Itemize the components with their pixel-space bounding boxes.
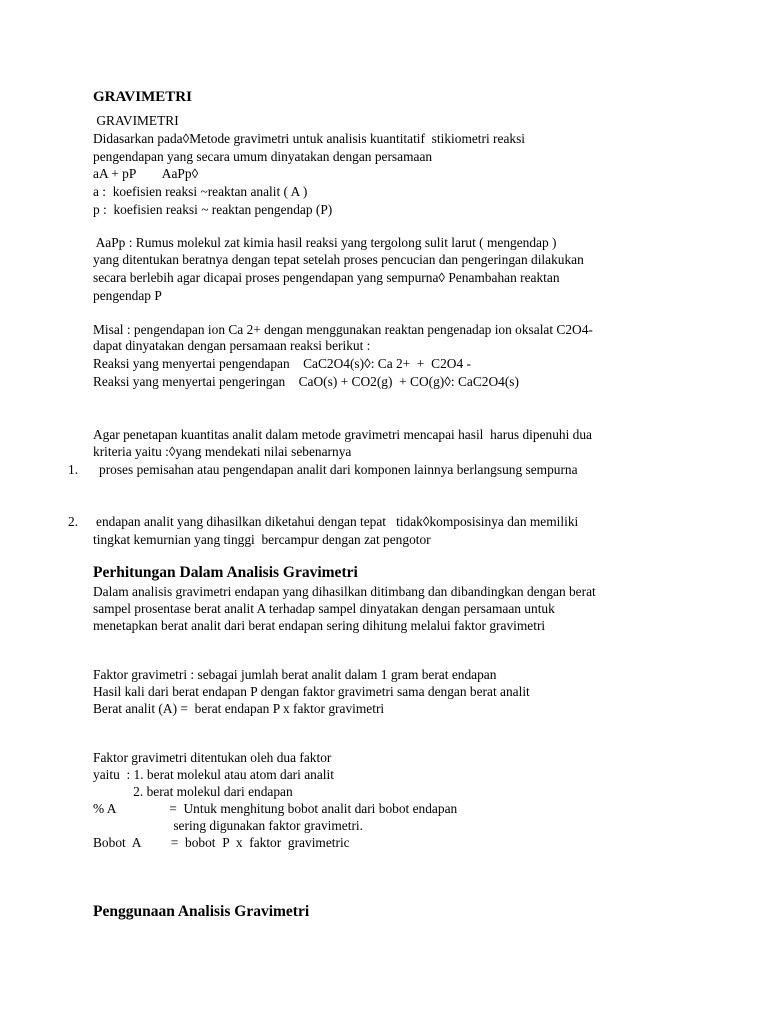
- text-line: pengendap P: [93, 288, 162, 303]
- text-line: dapat dinyatakan dengan persamaan reaksi berikut :: [93, 338, 371, 353]
- text-line: p : koefisien reaksi ~ reaktan pengendap (P): [93, 202, 333, 217]
- text-line: aA + pP AaPp◊: [93, 166, 199, 181]
- text-line: Faktor gravimetri ditentukan oleh dua faktor: [93, 750, 332, 765]
- text-line: pengendapan yang secara umum dinyatakan dengan persamaan: [93, 149, 433, 164]
- text-line: Dalam analisis gravimetri endapan yang dihasilkan ditimbang dan dibandingkan dengan berat: [93, 584, 596, 599]
- text-line: Agar penetapan kuantitas analit dalam metode gravimetri mencapai hasil harus dipenuhi dua: [93, 427, 592, 442]
- text-line: AaPp : Rumus molekul zat kimia hasil reaksi yang tergolong sulit larut ( mengendap ): [93, 235, 557, 250]
- text-line: menetapkan berat analit dari berat endapan sering dihitung melalui faktor gravimetri: [93, 618, 546, 633]
- text-line: sampel prosentase berat analit A terhadap sampel dinyatakan dengan persamaan untuk: [93, 601, 555, 616]
- text-line: kriteria yaitu :◊yang mendekati nilai sebenarnya: [93, 444, 352, 459]
- text-line: % A = Untuk menghitung bobot analit dari bobot endapan: [93, 801, 458, 816]
- text-line: GRAVIMETRI: [93, 113, 179, 128]
- list-item: tingkat kemurnian yang tinggi bercampur dengan zat pengotor: [93, 532, 431, 547]
- text-line: Misal : pengendapan ion Ca 2+ dengan menggunakan reaktan pengenadap ion oksalat C2O4-: [93, 322, 593, 337]
- text-line: sering digunakan faktor gravimetri.: [93, 818, 363, 833]
- text-line: Reaksi yang menyertai pengendapan CaC2O4(s)◊: Ca 2+ + C2O4 -: [93, 356, 471, 371]
- list-number: 1.: [68, 462, 79, 477]
- section-heading: Penggunaan Analisis Gravimetri: [93, 903, 310, 920]
- text-line: Hasil kali dari berat endapan P dengan faktor gravimetri sama dengan berat analit: [93, 684, 530, 699]
- document-title: GRAVIMETRI: [93, 89, 192, 105]
- text-line: yaitu : 1. berat molekul atau atom dari analit: [93, 767, 334, 782]
- text-line: yang ditentukan beratnya dengan tepat setelah proses pencucian dan pengeringan dilakukan: [93, 252, 584, 267]
- text-line: Berat analit (A) = berat endapan P x faktor gravimetri: [93, 701, 385, 716]
- text-line: Reaksi yang menyertai pengeringan CaO(s) + CO2(g) + CO(g)◊: CaC2O4(s): [93, 374, 519, 389]
- list-item: endapan analit yang dihasilkan diketahui dengan tepat tidak◊komposisinya dan memiliki: [96, 514, 579, 529]
- list-number: 2.: [68, 514, 79, 529]
- text-line: Faktor gravimetri : sebagai jumlah berat analit dalam 1 gram berat endapan: [93, 667, 497, 682]
- list-item: proses pemisahan atau pengendapan analit dari komponen lainnya berlangsung sempurna: [99, 462, 578, 477]
- text-line: Bobot A = bobot P x faktor gravimetric: [93, 835, 350, 850]
- text-line: secara berlebih agar dicapai proses pengendapan yang sempurna◊ Penambahan reaktan: [93, 270, 560, 285]
- text-line: a : koefisien reaksi ~reaktan analit ( A ): [93, 184, 308, 199]
- text-line: Didasarkan pada◊Metode gravimetri untuk analisis kuantitatif stikiometri reaksi: [93, 131, 526, 146]
- text-line: 2. berat molekul dari endapan: [93, 784, 293, 799]
- section-heading: Perhitungan Dalam Analisis Gravimetri: [93, 564, 358, 581]
